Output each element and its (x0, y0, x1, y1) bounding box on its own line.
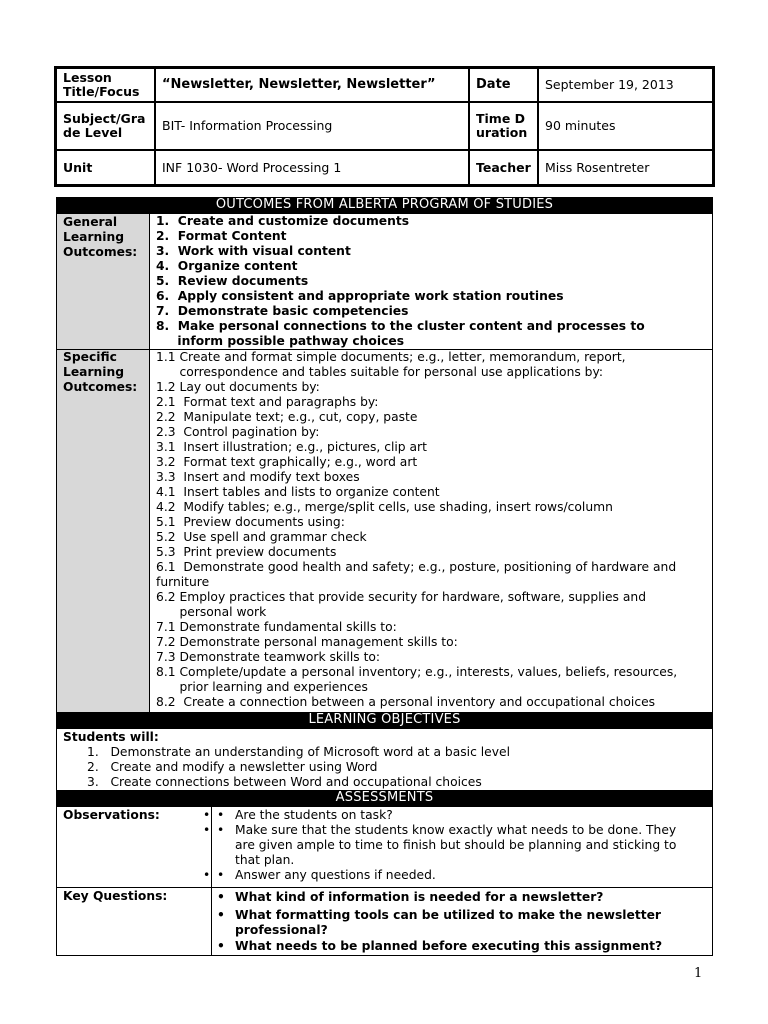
bullet-icon: • (217, 908, 225, 922)
list-item: 1. Demonstrate an understanding of Microsoft word at a basic level (87, 745, 510, 759)
list-item: 7. Demonstrate basic competencies (156, 304, 409, 318)
list-item: personal work (156, 605, 267, 619)
time-duration-label: Time Duration (476, 111, 528, 140)
list-item: 1.2 Lay out documents by: (156, 380, 320, 394)
assessments-heading: ASSESSMENTS (56, 790, 713, 807)
list-item: 4. Organize content (156, 259, 298, 273)
list-item: 6.1 Demonstrate good health and safety; e.g., posture, positioning of hardware and (156, 560, 677, 574)
lesson-header-table (54, 66, 715, 187)
outcomes-heading: OUTCOMES FROM ALBERTA PROGRAM OF STUDIES (56, 197, 713, 214)
list-item: 5.1 Preview documents using: (156, 515, 345, 529)
list-item: 2.2 Manipulate text; e.g., cut, copy, paste (156, 410, 418, 424)
date-value: September 19, 2013 (545, 77, 674, 92)
list-item: correspondence and tables suitable for personal use applications by: (156, 365, 604, 379)
list-item: 3. Work with visual content (156, 244, 351, 258)
list-item: 5.2 Use spell and grammar check (156, 530, 367, 544)
list-item: 7.2 Demonstrate personal management skills to: (156, 635, 458, 649)
objectives-heading: LEARNING OBJECTIVES (56, 712, 713, 729)
bullet-icon: • (217, 939, 225, 953)
list-item: 1.1 Create and format simple documents; e.g., letter, memorandum, report, (156, 350, 626, 364)
list-item: furniture (156, 575, 210, 589)
list-item: 5. Review documents (156, 274, 309, 288)
list-item: 2. Format Content (156, 229, 287, 243)
list-item: 6. Apply consistent and appropriate work station routines (156, 289, 564, 303)
objectives-list (87, 745, 510, 790)
list-item: prior learning and experiences (156, 680, 368, 694)
date-label: Date (476, 77, 511, 92)
list-item: • • Answer any questions if needed. (235, 868, 676, 883)
unit-value: INF 1030- Word Processing 1 (162, 159, 342, 175)
subject-grade-label: Subject/Grade Level (63, 111, 146, 140)
bullet-icon: • • (217, 808, 224, 823)
key-questions-list (217, 889, 663, 954)
time-duration-value: 90 minutes (545, 118, 616, 133)
bullet-icon: • (217, 890, 225, 904)
list-item: • • Make sure that the students know exactly what needs to be done. They (235, 823, 676, 838)
list-item: • What kind of information is needed for a newsletter? (217, 890, 604, 904)
unit-label: Unit (63, 159, 93, 175)
list-item-continued: professional? (235, 923, 328, 937)
list-item: 7.1 Demonstrate fundamental skills to: (156, 620, 397, 634)
list-item: 2. Create and modify a newsletter using Word (87, 760, 378, 774)
specific-outcomes-list (156, 350, 677, 710)
page-number: 1 (694, 966, 703, 981)
list-item: 2.3 Control pagination by: (156, 425, 320, 439)
lesson-title-label: Lesson Title/Focus (63, 70, 140, 99)
subject-grade-value: BIT- Information Processing (162, 118, 333, 133)
lesson-title-value: “Newsletter, Newsletter, Newsletter” (162, 77, 436, 92)
objectives-intro: Students will: (63, 730, 159, 744)
teacher-value: Miss Rosentreter (545, 159, 650, 175)
list-item: 6.2 Employ practices that provide security for hardware, software, supplies and (156, 590, 646, 604)
list-item-continued: that plan. (235, 853, 295, 867)
list-item: 3.2 Format text graphically; e.g., word art (156, 455, 418, 469)
bullet-icon: • • (217, 823, 224, 838)
list-item: 5.3 Print preview documents (156, 545, 337, 559)
list-item: • What formatting tools can be utilized to make the newsletter (217, 908, 661, 922)
observations-list (217, 808, 677, 883)
observations-label: Observations: (63, 808, 160, 822)
list-item: • What needs to be planned before executing this assignment? (217, 939, 663, 953)
list-item-continued: are given ample to time to finish but should be planning and sticking to (235, 838, 677, 852)
list-item: inform possible pathway choices (156, 334, 405, 348)
teacher-label: Teacher (476, 159, 531, 175)
list-item: 4.2 Modify tables; e.g., merge/split cells, use shading, insert rows/column (156, 500, 613, 514)
key-questions-label: Key Questions: (63, 889, 168, 903)
list-item: 3. Create connections between Word and occupational choices (87, 775, 482, 789)
specific-outcomes-label: Specific Learning Outcomes: (63, 350, 138, 394)
list-item: 7.3 Demonstrate teamwork skills to: (156, 650, 381, 664)
general-outcomes-list (156, 214, 645, 349)
bullet-icon: • • (217, 868, 224, 883)
list-item: 8.2 Create a connection between a personal inventory and occupational choices (156, 695, 656, 709)
list-item: 4.1 Insert tables and lists to organize content (156, 485, 440, 499)
list-item: 8.1 Complete/update a personal inventory; e.g., interests, values, beliefs, resources, (156, 665, 678, 679)
list-item: 2.1 Format text and paragraphs by: (156, 395, 379, 409)
list-item: • • Are the students on task? (235, 808, 676, 823)
list-item: 3.3 Insert and modify text boxes (156, 470, 360, 484)
list-item: 1. Create and customize documents (156, 214, 410, 228)
general-outcomes-label: General Learning Outcomes: (63, 215, 138, 259)
list-item: 3.1 Insert illustration; e.g., pictures, clip art (156, 440, 427, 454)
list-item: 8. Make personal connections to the cluster content and processes to (156, 319, 645, 333)
